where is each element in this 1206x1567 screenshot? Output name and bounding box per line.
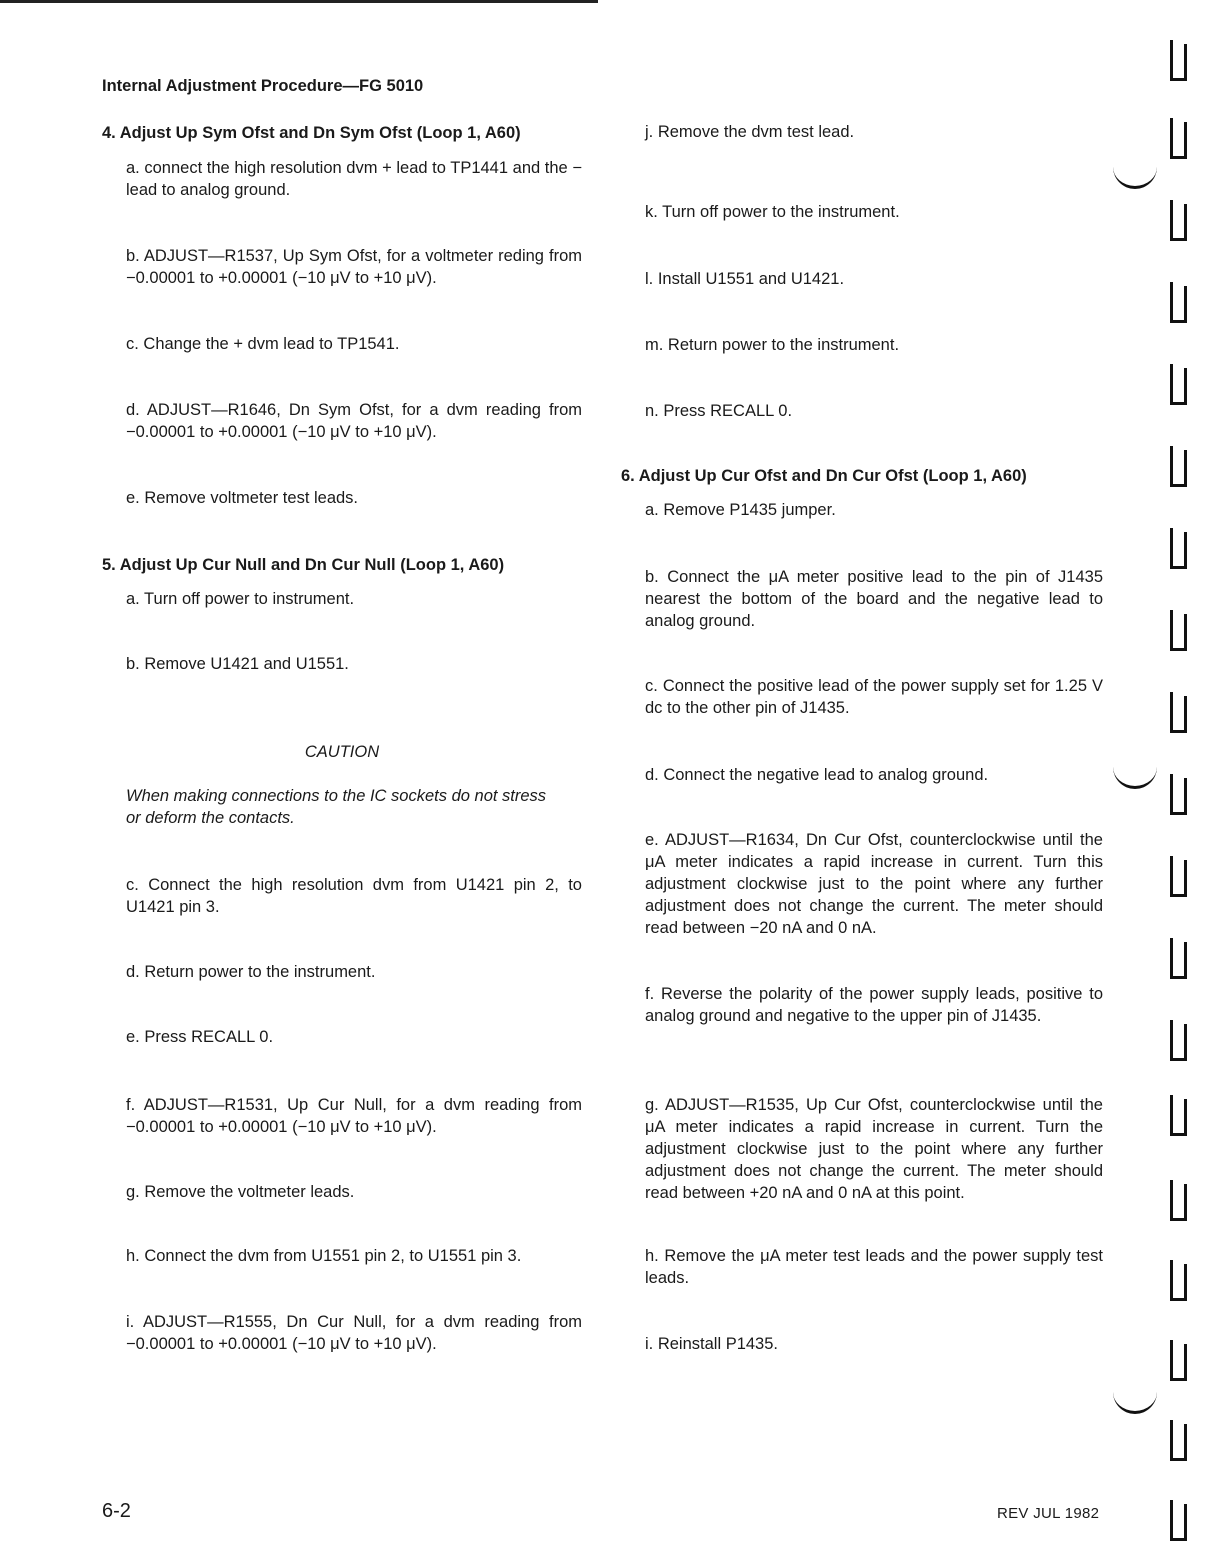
binder-hole-mark [1170, 528, 1188, 572]
binder-hole-mark [1170, 200, 1188, 244]
caution-text: When making connections to the IC sockets do not stress or deform the contacts. [126, 787, 547, 827]
step-5g: g. Remove the voltmeter leads. [126, 1183, 355, 1201]
section-6-heading: 6. Adjust Up Cur Ofst and Dn Cur Ofst (Loop 1, A60) [621, 467, 1027, 485]
step-5n: n. Press RECALL 0. [645, 402, 793, 420]
binder-hole-mark [1170, 118, 1188, 162]
step-5e: e. Press RECALL 0. [126, 1028, 274, 1046]
step-5m: m. Return power to the instrument. [645, 336, 900, 354]
step-4d: d. ADJUST—R1646, Dn Sym Ofst, for a dvm reading from −0.00001 to +0.00001 (−10 μV to +10 μV). [126, 401, 582, 441]
binder-curl-mark [1113, 160, 1157, 189]
binder-hole-mark [1170, 856, 1188, 900]
binder-hole-mark [1170, 446, 1188, 490]
step-6i: i. Reinstall P1435. [645, 1335, 778, 1353]
binder-hole-mark [1170, 1340, 1188, 1384]
step-6f: f. Reverse the polarity of the power supply leads, positive to analog ground and negative to the upper pin of J1435. [645, 985, 1103, 1025]
binder-hole-mark [1170, 1020, 1188, 1064]
step-6g: g. ADJUST—R1535, Up Cur Ofst, counterclockwise until the μA meter indicates a rapid increase in current. Turn the adjustment clockwise just to the point where any further adjustment does not change the current. The meter should read between +20 nA and 0 nA at this point. [645, 1096, 1103, 1202]
section-5-heading: 5. Adjust Up Cur Null and Dn Cur Null (Loop 1, A60) [102, 556, 505, 574]
caution-title: CAUTION [304, 743, 380, 761]
binder-hole-mark [1170, 40, 1188, 84]
step-5c: c. Connect the high resolution dvm from U1421 pin 2, to U1421 pin 3. [126, 876, 582, 916]
step-4e: e. Remove voltmeter test leads. [126, 489, 359, 507]
binder-curl-mark [1113, 1385, 1157, 1414]
step-4a: a. connect the high resolution dvm + lead to TP1441 and the − lead to analog ground. [126, 159, 582, 199]
revision-date: REV JUL 1982 [997, 1505, 1100, 1522]
binder-hole-mark [1170, 938, 1188, 982]
step-6b: b. Connect the μA meter positive lead to the pin of J1435 nearest the bottom of the board and the negative lead to analog ground. [645, 568, 1103, 630]
top-rule [0, 0, 598, 3]
step-5l: l. Install U1551 and U1421. [645, 270, 845, 288]
step-5h: h. Connect the dvm from U1551 pin 2, to U1551 pin 3. [126, 1247, 522, 1265]
step-5b: b. Remove U1421 and U1551. [126, 655, 349, 673]
binder-hole-mark [1170, 364, 1188, 408]
binder-hole-mark [1170, 1180, 1188, 1224]
binder-curl-mark [1113, 760, 1157, 789]
step-5i: i. ADJUST—R1555, Dn Cur Null, for a dvm reading from −0.00001 to +0.00001 (−10 μV to +10 μV). [126, 1313, 582, 1353]
binder-hole-mark [1170, 1500, 1188, 1544]
step-5k: k. Turn off power to the instrument. [645, 203, 900, 221]
step-5a: a. Turn off power to instrument. [126, 590, 355, 608]
caution-block [102, 741, 582, 829]
binder-hole-mark [1170, 692, 1188, 736]
binder-hole-mark [1170, 610, 1188, 654]
step-5d: d. Return power to the instrument. [126, 963, 376, 981]
step-6d: d. Connect the negative lead to analog ground. [645, 766, 989, 784]
binder-hole-mark [1170, 282, 1188, 326]
step-5j: j. Remove the dvm test lead. [645, 123, 855, 141]
section-4-heading: 4. Adjust Up Sym Ofst and Dn Sym Ofst (Loop 1, A60) [102, 124, 521, 142]
binder-hole-mark [1170, 1260, 1188, 1304]
step-4c: c. Change the + dvm lead to TP1541. [126, 335, 400, 353]
step-5f: f. ADJUST—R1531, Up Cur Null, for a dvm reading from −0.00001 to +0.00001 (−10 μV to +10 μV). [126, 1096, 582, 1136]
binder-hole-mark [1170, 1095, 1188, 1139]
binder-hole-mark [1170, 774, 1188, 818]
step-6e: e. ADJUST—R1634, Dn Cur Ofst, counterclockwise until the μA meter indicates a rapid increase in current. Turn this adjustment clockwise just to the point where any further adjustment does not change the current. The meter should read between −20 nA and 0 nA. [645, 831, 1103, 937]
page-number: 6-2 [102, 1500, 131, 1522]
step-4b: b. ADJUST—R1537, Up Sym Ofst, for a voltmeter reding from −0.00001 to +0.00001 (−10 μV to +10 μV). [126, 247, 582, 287]
binder-hole-mark [1170, 1420, 1188, 1464]
page-header: Internal Adjustment Procedure—FG 5010 [102, 77, 424, 95]
step-6a: a. Remove P1435 jumper. [645, 501, 836, 519]
step-6c: c. Connect the positive lead of the power supply set for 1.25 V dc to the other pin of J1435. [645, 677, 1103, 717]
step-6h: h. Remove the μA meter test leads and the power supply test leads. [645, 1247, 1103, 1287]
